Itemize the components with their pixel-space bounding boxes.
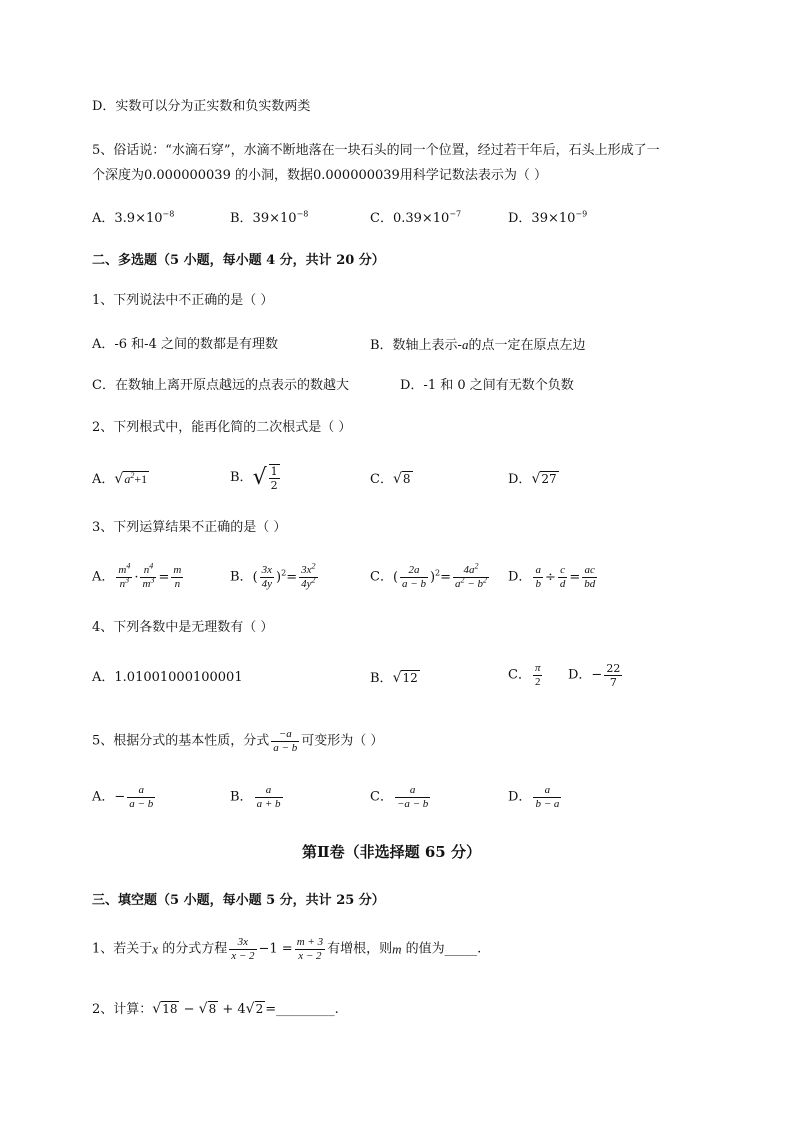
s2-q5-option-c: C． $\frac{a}{-a - b}$ [370, 784, 429, 810]
s2-q1-stem: 1、下列说法中不正确的是（ ） [92, 293, 274, 308]
s2-q5-option-b: B． $\frac{a}{a + b}$ [230, 784, 281, 810]
s2-q2-option-d: D．√27 [508, 471, 557, 487]
s2-q2-option-c: C．√8 [370, 471, 411, 487]
part2-title: 第Ⅱ卷（非选择题 65 分） [302, 843, 481, 861]
s3-q2: 2、计算：√18 − √8 + 4√2 =_________. [92, 1001, 339, 1017]
s2-q3-option-b: B．( $\frac{3x}{4y}$ )$^2$= $\frac{3x^2}{4y^2}$ [230, 561, 316, 590]
s2-q4-option-c: C． $\frac{\pi}{2}$ [508, 662, 541, 688]
q5-option-c: C．$0.39\times 10^{-7}$ [370, 209, 462, 226]
s3-q1: 1、若关于x 的分式方程 $\frac{3x}{x - 2}$ −1 = $\frac{m + 3}{x - 2}$ 有增根，则m 的值为_____. [92, 936, 482, 962]
s2-q3-option-d: D． $\frac{a}{b}$ ÷ $\frac{c}{d}$ = $\frac{ac}{bd}$ [508, 564, 596, 590]
s2-q1-option-b: B．数轴上表示-a的点一定在原点左边 [370, 337, 586, 353]
s2-q4-option-a: A．1.01001000100001 [92, 670, 243, 685]
s2-q5-stem: 5、根据分式的基本性质，分式 $\frac{-a}{a - b}$ 可变形为（ ） [92, 728, 384, 754]
s2-q4-option-d: D．− $\frac{22}{7}$ [568, 662, 621, 689]
q5-option-a: A．$3.9\times 10^{-8}$ [92, 209, 175, 226]
s2-q1-option-c: C．在数轴上离开原点越远的点表示的数越大 [92, 378, 349, 393]
s2-q3-option-c: C．( $\frac{2a}{a - b}$ )$^2$= $\frac{4a^2}{a^2 - b^2}$ [370, 561, 487, 590]
q5-stem-line2: 个深度为0.000000039 的小洞，数据0.000000039用科学记数法表示为（ ） [92, 168, 547, 183]
s2-q5-option-d: D． $\frac{a}{b - a}$ [508, 784, 560, 810]
section2-header: 二、多选题（5 小题，每小题 4 分，共计 20 分） [92, 253, 385, 268]
q5-option-d: D．$39\times 10^{-9}$ [508, 209, 588, 226]
s2-q1-option-d: D．-1 和 0 之间有无数个负数 [400, 378, 574, 393]
s2-q4-option-b: B．√12 [370, 670, 418, 686]
s2-q2-stem: 2、下列根式中，能再化简的二次根式是（ ） [92, 420, 352, 435]
s2-q2-option-b: B．√ $\frac{1}{2}$ [230, 465, 278, 492]
q5-stem-line1: 5、俗话说：“水滴石穿”，水滴不断地落在一块石头的同一个位置，经过若干年后，石头上形成了一 [92, 143, 660, 158]
s2-q5-option-a: A．− $\frac{a}{a - b}$ [92, 784, 154, 810]
q5-option-b: B．$39\times 10^{-8}$ [230, 209, 309, 226]
q4-option-d: D．实数可以分为正实数和负实数两类 [92, 99, 311, 114]
s2-q3-option-a: A． $\frac{m^4}{n^3}$ · $\frac{n^4}{m^3}$ = $\frac{m}{n}$ [92, 561, 182, 590]
s2-q2-option-a: A．$√a^2+1$ [92, 471, 148, 487]
s2-q1-option-a: A．-6 和-4 之间的数都是有理数 [92, 337, 278, 352]
s2-q3-stem: 3、下列运算结果不正确的是（ ） [92, 520, 287, 535]
s2-q4-stem: 4、下列各数中是无理数有（ ） [92, 620, 274, 635]
section3-header: 三、填空题（5 小题，每小题 5 分，共计 25 分） [92, 893, 385, 908]
